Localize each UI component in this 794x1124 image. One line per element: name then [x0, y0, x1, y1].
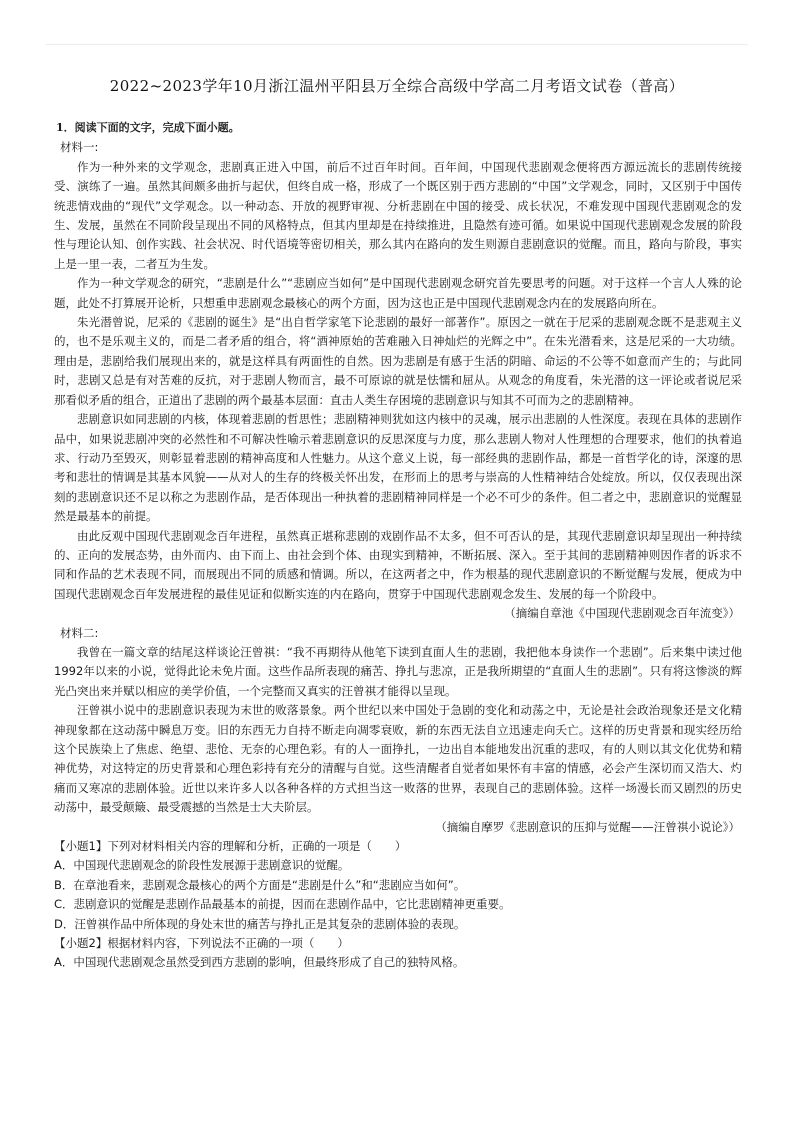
- header-divider: [46, 44, 748, 45]
- material-1-source: （摘编自章池《中国现代悲剧观念百年流变》）: [504, 606, 740, 621]
- material-1-label: 材料一:: [60, 140, 99, 155]
- material-1-paragraph: 悲剧意识如同悲剧的内核，体现着悲剧的哲思性；悲剧精神则犹如这内核中的灵魂，展示出悲剧的人性深度。表现在具体的悲剧作品中，如果说悲剧冲突的必然性和不可解决性喻示着悲剧意识的反思深度与力度，那么悲剧人物对人性理想的合理要求，他们的执着追求、行动乃至毁灭，则彰显着悲剧的精神高度和人性魅力。从这个意义上说，每一部经典的悲剧作品，都是一首哲学化的诗，深邃的思考和悲壮的情调是其基本风貌——从对人的生存的终极关怀出发，在形而上的思考与崇高的人性精神结合处绽放。所以，仅仅表现出深刻的悲剧意识还不足以称之为悲剧作品，是否体现出一种执着的悲剧精神同样是一个必不可少的条件。但二者之中，悲剧意识的觉醒显然是最基本的前提。: [54, 412, 742, 524]
- material-1-paragraph: 作为一种外来的文学观念，悲剧真正进入中国，前后不过百年时间。百年间，中国现代悲剧观念便将西方源远流长的悲剧传统接受、演练了一遍。虽然其间颇多曲折与起伏，但终自成一格，形成了一个既区别于西方悲剧的“中国”文学观念，同时，又区别于中国传统悲情戏曲的“现代”文学观念。以一种动态、开放的视野审视、分析悲剧在中国的接受、成长状况，不难发现中国现代悲剧观念的发生、发展，虽然在不同阶段呈现出不同的风格特点，但其内里却是在持续推进，且隐然有迹可循。如果说中国现代悲剧观念发展的阶段性与理论认知、创作实践、社会状况、时代语境等密切相关，那么其内在路向的发生则源自悲剧意识的觉醒。而且，路向与阶段，事实上是一里一表，二者互为生发。: [54, 159, 742, 271]
- question-heading: 1．阅读下面的文字，完成下面小题。: [56, 121, 240, 134]
- question-1-option-b: B．在章池看来，悲剧观念最核心的两个方面是“悲剧是什么”和“悲剧应当如何”。: [54, 877, 466, 892]
- material-2-paragraph: 汪曾祺小说中的悲剧意识表现为末世的败落景象。两个世纪以来中国处于急剧的变化和动荡之中，无论是社会政治现象还是文化精神现象都在这动荡中瞬息万变。旧的东西无力自持不断走向凋零衰败，新的东西无法自立迅速走向夭亡。这样的历史背景和现实经历给这个民族染上了焦虑、绝望、悲怆、无奈的心理色彩。有的人一面挣扎，一边出自本能地发出沉重的悲叹，有的人则以其文化优势和精神优势，对这特定的历史背景和心理色彩持有充分的清醒与自觉。这些清醒者自觉者如果怀有丰富的情感，必会产生深切而又浩大、灼痛而又寒凉的悲剧体验。近世以来许多人以各种各样的方式担当这一败落的世界，表现自己的悲剧体验。这样一场漫长而又剧烈的历史动荡中，最受颠簸、最受震撼的当然是士大夫阶层。: [54, 703, 742, 815]
- question-1-option-c: C．悲剧意识的觉醒是悲剧作品最基本的前提，因而在悲剧作品中，它比悲剧精神更重要。: [54, 897, 511, 912]
- question-2-option-a: A．中国现代悲剧观念虽然受到西方悲剧的影响，但最终形成了自己的独特风格。: [54, 955, 465, 970]
- material-2-source: （摘编自摩罗《悲剧意识的压抑与觉醒——汪曾祺小说论》）: [435, 819, 740, 834]
- question-1-stem: 【小题1】下列对材料相关内容的理解和分析，正确的一项是（ ）: [54, 839, 407, 854]
- question-1-option-d: D．汪曾祺作品中所体现的身处末世的痛苦与挣扎正是其复杂的悲剧体验的表现。: [54, 916, 466, 931]
- material-2-paragraph: 我曾在一篇文章的结尾这样谈论汪曾祺：“我不再期待从他笔下读到直面人生的悲剧，我把他本身读作一个悲剧”。后来集中读过他1992年以来的小说，觉得此论未免片面。这些作品所表现的痛苦、挣扎与悲凉，正是我所期望的“直面人生的悲剧”。只有将这惨淡的辉光凸突出来并赋以相应的美学价值，一个完整而又真实的汪曾祺才能得以呈现。: [54, 644, 742, 698]
- material-1-paragraph: 由此反观中国现代悲剧观念百年进程，虽然真正堪称悲剧的戏剧作品不太多，但不可否认的是，其现代悲剧意识却呈现出一种持续的、正向的发展态势，由外而内、由下而上、由社会到个体、由现实到精神，不断拓展、深入。至于其间的悲剧精神则因作者的诉求不同和作品的艺术表现不同，而展现出不同的质感和情调。所以，在这两者之中，作为根基的现代悲剧意识的不断觉醒与发展，便成为中国现代悲剧观念百年发展进程的最佳见证和似断实连的内在路向，贯穿于中国现代悲剧观念发生、发展的每一个阶段中。: [54, 528, 742, 601]
- document-body: [54, 118, 742, 973]
- question-2-stem: 【小题2】根据材料内容，下列说法不正确的一项（ ）: [54, 936, 349, 951]
- material-1-paragraph: 作为一种文学观念的研究，“悲剧是什么”“悲剧应当如何”是中国现代悲剧观念研究首先要思考的问题。对于这样一个言人人殊的论题，此处不打算展开论析，只想重申悲剧观念最核心的两个方面，因为这也正是中国现代悲剧观念内在的发展路向所在。: [54, 276, 742, 310]
- exam-title: 2022~2023学年10月浙江温州平阳县万全综合高级中学高二月考语文试卷（普高）: [109, 77, 685, 95]
- question-1-option-a: A．中国现代悲剧观念的阶段性发展源于悲剧意识的觉醒。: [54, 858, 350, 873]
- material-1-paragraph: 朱光潜曾说，尼采的《悲剧的诞生》是“出自哲学家笔下论悲剧的最好一部著作”。原因之一就在于尼采的悲剧观念既不是悲观主义的，也不是乐观主义的，而是二者矛盾的组合，将“酒神原始的苦难融入日神灿烂的光辉之中”。在朱光潜看来，这是尼采的一大功绩。理由是，悲剧给我们展现出来的，就是这样具有两面性的自然。因为悲剧是有感于生活的阴暗、命运的不公等不如意而产生的；与此同时，悲剧又总是有对苦难的反抗，对于悲剧人物而言，最不可原谅的就是怯懦和屈从。从观念的角度看，朱光潜的这一评论或者说尼采那看似矛盾的组合，正道出了悲剧的两个最基本层面：直击人类生存困境的悲剧意识与知其不可而为之的悲剧精神。: [54, 315, 742, 407]
- material-2-label: 材料二:: [60, 625, 99, 640]
